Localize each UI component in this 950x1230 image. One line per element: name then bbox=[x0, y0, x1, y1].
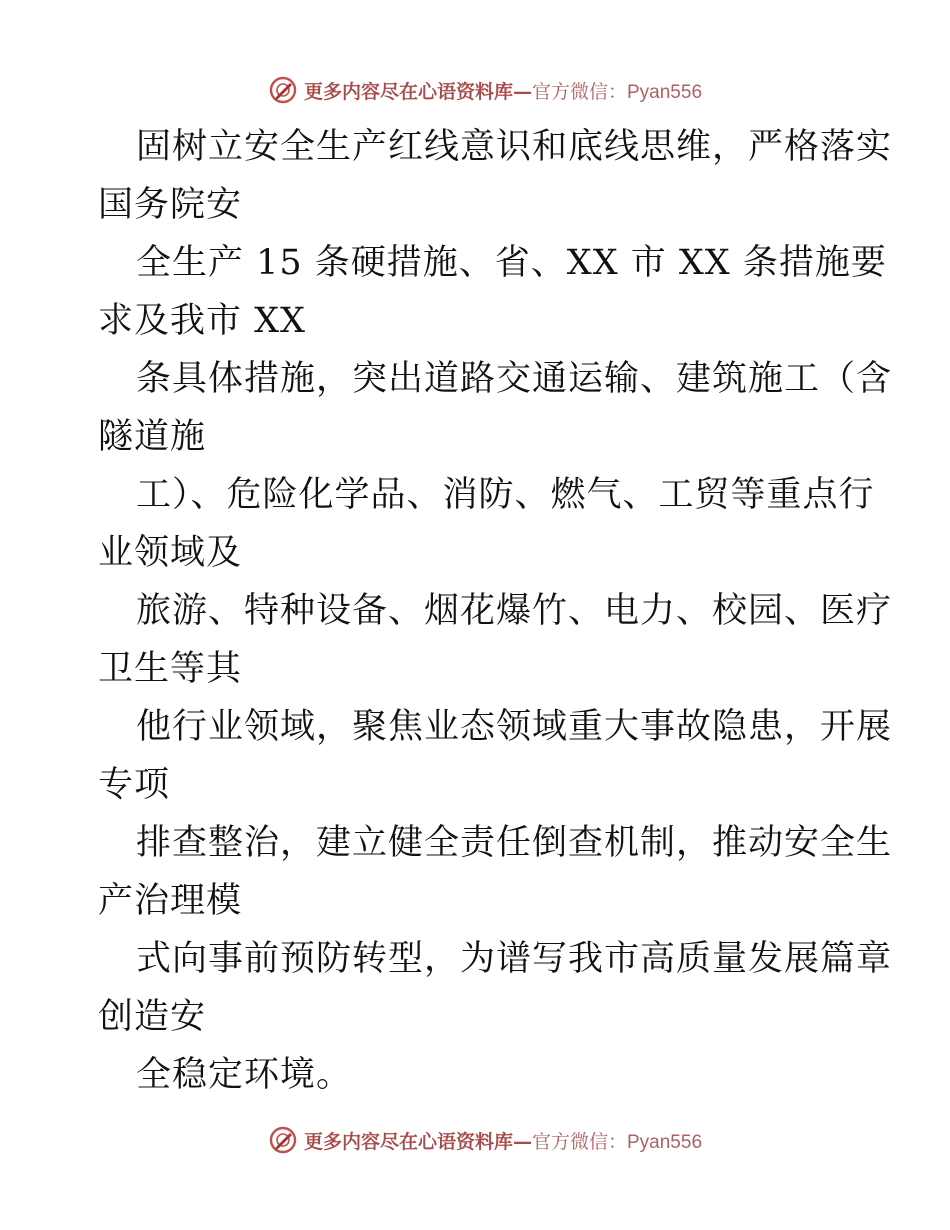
body-line: 工）、危险化学品、消防、燃气、工贸等重点行 bbox=[136, 475, 875, 515]
body-line: 创造安 bbox=[98, 997, 207, 1037]
body-line: 固树立安全生产红线意识和底线思维，严格落实 bbox=[136, 127, 893, 167]
body-line: 全生产 15 条硬措施、省、XX 市 XX 条措施要 bbox=[136, 243, 887, 283]
body-line: 隧道施 bbox=[98, 417, 207, 457]
header-banner-content bbox=[268, 75, 702, 105]
body-line: 旅游、特种设备、烟花爆竹、电力、校园、医疗 bbox=[136, 591, 893, 631]
body-line: 排查整治，建立健全责任倒查机制，推动安全生 bbox=[136, 823, 893, 863]
body-line: 条具体措施，突出道路交通运输、建筑施工（含 bbox=[136, 359, 893, 399]
body-line: 业领域及 bbox=[98, 533, 243, 573]
body-line: 国务院安 bbox=[98, 185, 243, 225]
body-line: 全稳定环境。 bbox=[136, 1055, 353, 1095]
header-banner-text: 更多内容尽在心语资料库—官方微信：Pyan556 bbox=[303, 80, 703, 103]
pen-logo-icon bbox=[268, 75, 298, 105]
footer-banner-text: 更多内容尽在心语资料库—官方微信：Pyan556 bbox=[303, 1130, 703, 1153]
body-line: 他行业领域，聚焦业态领域重大事故隐患，开展 bbox=[136, 707, 893, 747]
pen-logo-icon bbox=[268, 1125, 298, 1155]
header-banner bbox=[0, 70, 950, 110]
body-line: 求及我市 XX bbox=[98, 301, 306, 341]
footer-banner bbox=[0, 1120, 950, 1160]
body-line: 卫生等其 bbox=[98, 649, 243, 689]
body-line: 式向事前预防转型，为谱写我市高质量发展篇章 bbox=[136, 939, 893, 979]
document-body bbox=[98, 118, 893, 1104]
footer-banner-contact: 官方微信：Pyan556 bbox=[532, 1131, 703, 1153]
body-line: 产治理模 bbox=[98, 881, 243, 921]
body-line: 专项 bbox=[98, 765, 171, 805]
footer-banner-content bbox=[268, 1125, 702, 1155]
header-banner-contact: 官方微信：Pyan556 bbox=[532, 81, 703, 103]
